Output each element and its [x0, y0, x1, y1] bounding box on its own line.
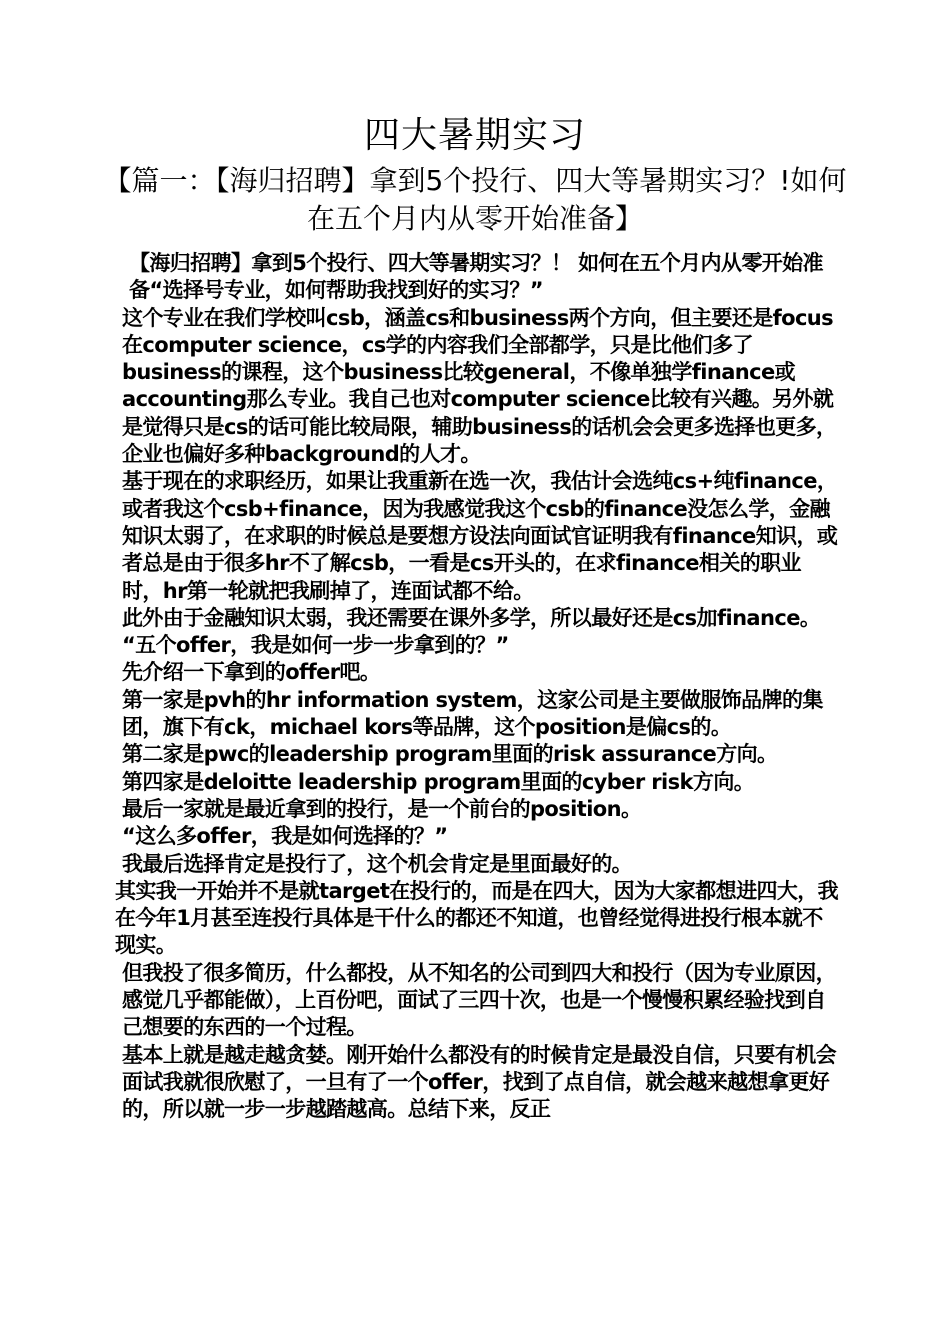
paragraph: 第二家是pwc的leadership program里面的risk assurance方向。 [122, 742, 778, 767]
paragraph: 最后一家就是最近拿到的投行，是一个前台的position。 [122, 796, 642, 821]
paragraph: 第一家是pvh的hr information system，这家公司是主要做服饰品牌的集团，旗下有ck，michael kors等品牌，这个position是偏cs的。 [122, 687, 823, 740]
paragraph: 第四家是deloitte leadership program里面的cyber risk方向。 [122, 769, 755, 794]
paragraph: 这个专业在我们学校叫csb，涵盖cs和business两个方向，但主要还是focus在computer science，cs学的内容我们全部都学，只是比他们多了business的课程，这个business比较general，不像单独学finance或accounting那么专业。我自己也对computer science比较有兴趣。另外就是觉得只是cs的话可能比较局限，辅助business的话机会会更多选择也更多，企业也偏好多种background的人才。 [122, 305, 837, 467]
paragraph: 先介绍一下拿到的offer吧。 [122, 660, 381, 685]
paragraph: 【海归招聘】拿到5个投行、四大等暑期实习？！ 如何在五个月内从零开始准备“选择号专业，如何帮助我找到好的实习？” [129, 251, 823, 303]
paragraph: 其实我一开始并不是就target在投行的，而是在四大，因为大家都想进四大，我在今年1月甚至连投行具体是干什么的都还不知道，也曾经觉得进投行根本就不现实。 [115, 878, 839, 958]
paragraph: 我最后选择肯定是投行了，这个机会肯定是里面最好的。 [122, 851, 632, 876]
paragraph: 但我投了很多简历，什么都投，从不知名的公司到四大和投行（因为专业原因，感觉几乎都能做），上百份吧，面试了三四十次，也是一个慢慢积累经验找到自己想要的东西的一个过程。 [122, 960, 836, 1040]
paragraph: 基本上就是越走越贪婪。刚开始什么都没有的时候肯定是最没自信，只要有机会面试我就很欣慰了，一旦有了一个offer，找到了点自信，就会越来越想拿更好的，所以就一步一步越踏越高。总结下来，反正 [122, 1042, 836, 1122]
paragraph: 此外由于金融知识太弱，我还需要在课外多学，所以最好还是cs加finance。 [122, 605, 821, 630]
paragraph: “五个offer，我是如何一步一步拿到的？” [122, 633, 509, 658]
paragraph: “这么多offer，我是如何选择的？” [122, 824, 448, 849]
paragraph: 基于现在的求职经历，如果让我重新在选一次，我估计会选纯cs+纯finance，或者我这个csb+finance，因为我感觉我这个csb的finance没怎么学，金融知识太弱了，在求职的时候总是要想方设法向面试官证明我有finance知识，或者总是由于很多hr不了解csb，一看是cs开头的，在求finance相关的职业时，hr第一轮就把我刷掉了，连面试都不给。 [122, 469, 838, 603]
document-body [115, 250, 839, 1124]
document-subtitle: 【篇一：【海归招聘】拿到5个投行、四大等暑期实习？!如何在五个月内从零开始准备】 [103, 164, 847, 235]
document-title: 四大暑期实习 [363, 115, 586, 156]
